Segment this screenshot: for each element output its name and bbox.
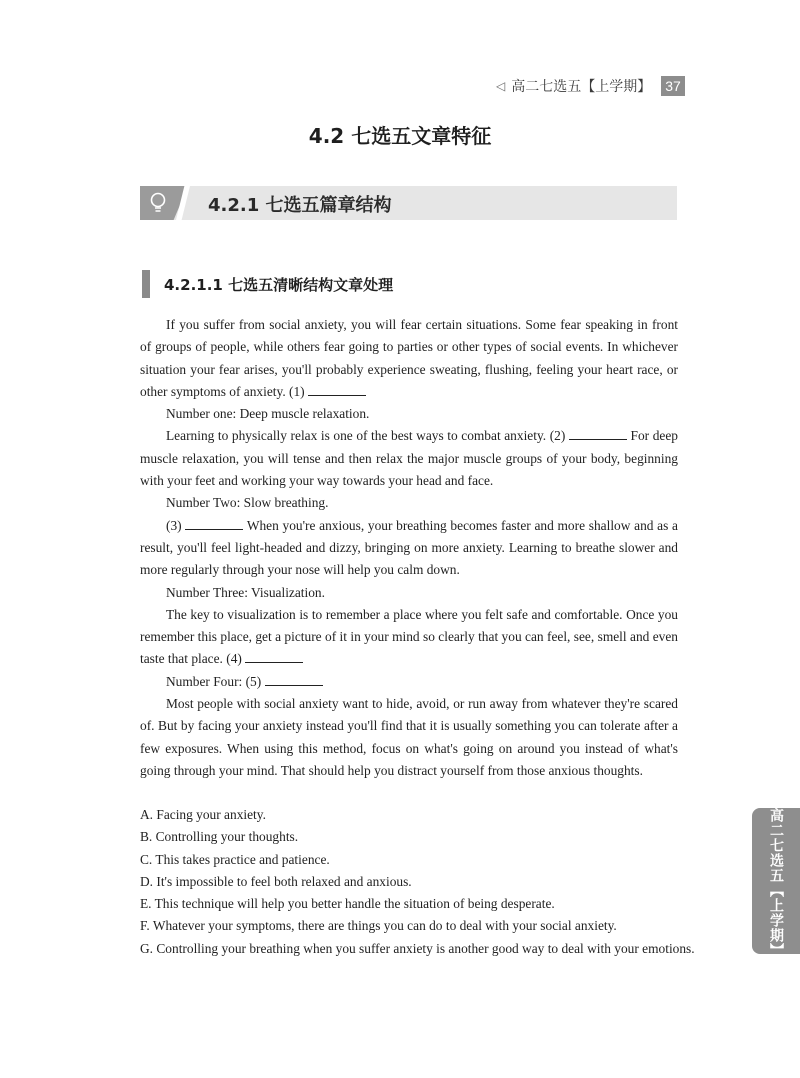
article-text bbox=[140, 314, 678, 782]
side-tab-label: 高二七选五【上学期】 bbox=[768, 808, 784, 958]
subsection-banner bbox=[140, 186, 677, 220]
article-paragraph: (3) When you're anxious, your breathing becomes faster and more shallow and as a result, you'll feel light-headed and dizzy, bringing on more anxiety. Learning to breathe slower and more regularly through your nose will help you calm down. bbox=[140, 517, 678, 578]
answer-options bbox=[140, 804, 700, 960]
article-heading: Number Two: Slow breathing. bbox=[166, 495, 329, 511]
option-a: A. Facing your anxiety. bbox=[140, 807, 266, 822]
running-header bbox=[496, 76, 685, 96]
section-title: 4.2 七选五文章特征 bbox=[308, 124, 492, 148]
subsection-title: 4.2.1.1 七选五清晰结构文章处理 bbox=[164, 276, 394, 294]
option-f: F. Whatever your symptoms, there are things you can do to deal with your social anxiety. bbox=[140, 918, 617, 934]
lightbulb-icon bbox=[149, 192, 167, 214]
answer-blank-4 bbox=[245, 650, 303, 663]
triangle-left-icon: ◁ bbox=[496, 79, 506, 93]
article-heading: Number Four: (5) bbox=[140, 671, 678, 693]
option-e: E. This technique will help you better handle the situation of being desperate. bbox=[140, 896, 555, 912]
answer-blank-1 bbox=[308, 383, 366, 396]
article-paragraph: Learning to physically relax is one of the best ways to combat anxiety. (2) For deep muscle relaxation, you will tense and then relax the major muscle groups of your body, beginning with your feet and working your way towards your head and face. bbox=[140, 428, 678, 489]
option-b: B. Controlling your thoughts. bbox=[140, 829, 299, 845]
running-title: 高二七选五【上学期】 bbox=[511, 79, 652, 95]
article-paragraph: The key to visualization is to remember a place where you felt safe and comfortable. Once you remember this place, get a picture of it in your mind so clearly that you can feel, see, smell and even taste that place. (4) bbox=[140, 606, 678, 667]
article-paragraph: Most people with social anxiety want to hide, avoid, or run away from whatever they're scared of. But by facing your anxiety instead you'll find that it is usually something you can tolerate after a few exposures. When using this method, focus on what's going on around you instead of what's going through your mind. That should help you distract yourself from those anxious thoughts. bbox=[140, 696, 678, 778]
answer-blank-5 bbox=[265, 673, 323, 686]
answer-blank-2 bbox=[569, 427, 627, 440]
answer-blank-3 bbox=[185, 517, 243, 530]
page-number: 37 bbox=[661, 76, 685, 96]
article-heading: Number one: Deep muscle relaxation. bbox=[166, 406, 370, 422]
option-d: D. It's impossible to feel both relaxed and anxious. bbox=[140, 873, 412, 889]
article-heading: Number Three: Visualization. bbox=[166, 584, 325, 600]
article-paragraph: If you suffer from social anxiety, you will fear certain situations. Some fear speaking in front of groups of people, while others fear going to parties or other types of social events. In whichever situation your fear arises, you'll probably experience sweating, flushing, feeling your heart race, or other symptoms of anxiety. (1) bbox=[140, 317, 678, 399]
option-c: C. This takes practice and patience. bbox=[140, 851, 330, 867]
option-g: G. Controlling your breathing when you suffer anxiety is another good way to deal with your emotions. bbox=[140, 940, 695, 956]
banner-title: 4.2.1 七选五篇章结构 bbox=[208, 195, 392, 216]
subsection-marker bbox=[142, 270, 150, 298]
side-tab bbox=[752, 808, 800, 958]
